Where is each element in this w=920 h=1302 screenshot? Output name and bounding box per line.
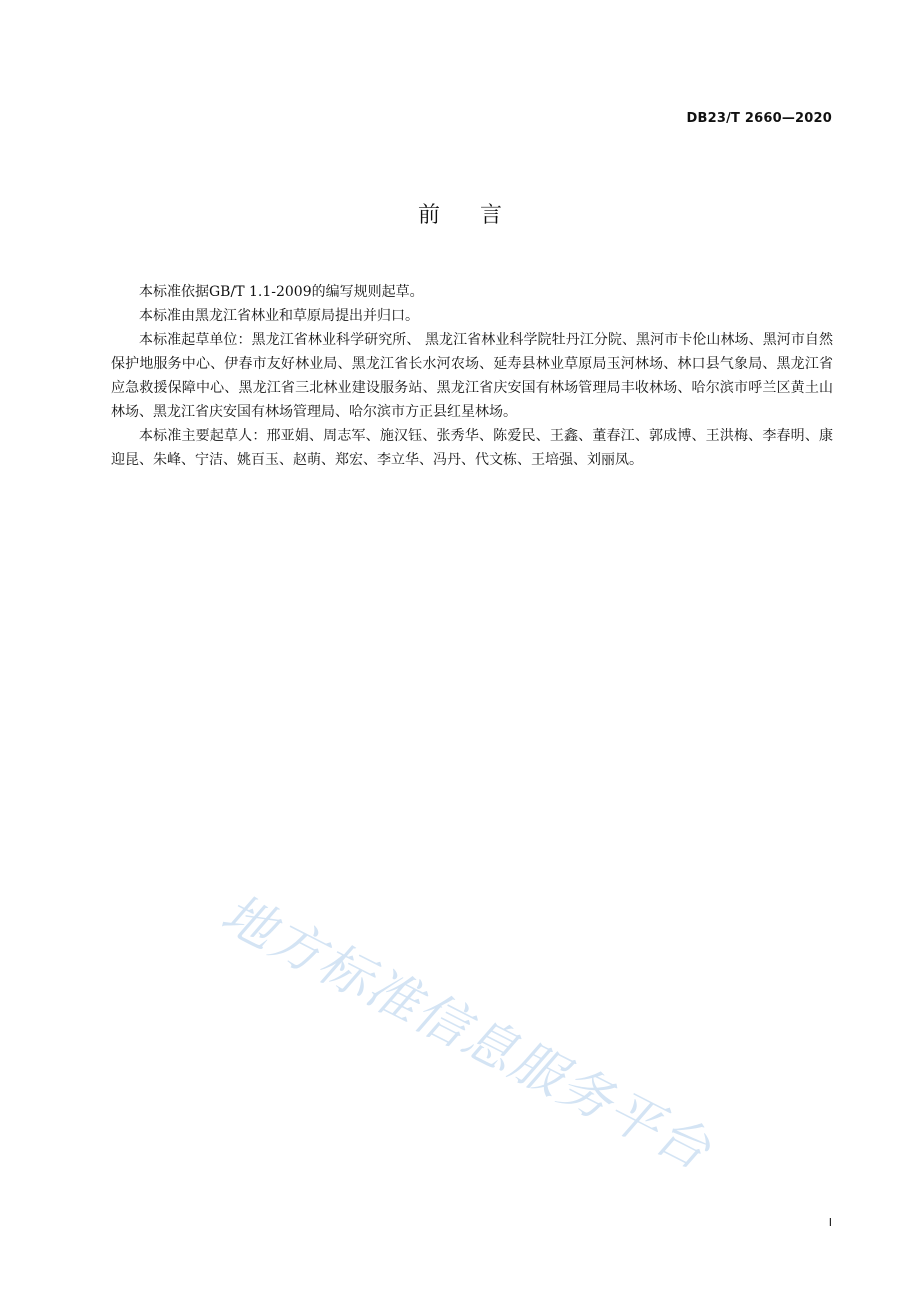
standard-code: DB23/T 2660—2020 <box>686 111 832 126</box>
page-number: I <box>828 1216 832 1229</box>
foreword-body <box>111 280 833 472</box>
page-title: 前言 <box>417 203 542 228</box>
paragraph-drafters: 本标准主要起草人：邢亚娟、周志军、施汉钰、张秀华、陈爱民、王鑫、董春江、郭成博、王洪梅、李春明、康迎昆、朱峰、宁洁、姚百玉、赵萌、郑宏、李立华、冯丹、代文栋、王培强、刘丽凤。 <box>111 428 833 468</box>
watermark: 地方标准信息服务平台 <box>211 883 721 1183</box>
paragraph-drafting-rules: 本标准依据GB/T 1.1-2009的编写规则起草。 <box>139 284 424 300</box>
paragraph-proposer: 本标准由黑龙江省林业和草原局提出并归口。 <box>139 308 419 324</box>
paragraph-drafting-units: 本标准起草单位：黑龙江省林业科学研究所、 黑龙江省林业科学院牡丹江分院、黑河市卡伦山林场、黑河市自然保护地服务中心、伊春市友好林业局、黑龙江省长水河农场、延寿县林业草原局玉河林场、林口县气象局、黑龙江省应急救援保障中心、黑龙江省三北林业建设服务站、黑龙江省庆安国有林场管理局丰收林场、哈尔滨市呼兰区黄土山林场、黑龙江省庆安国有林场管理局、哈尔滨市方正县红星林场。 <box>111 332 833 420</box>
